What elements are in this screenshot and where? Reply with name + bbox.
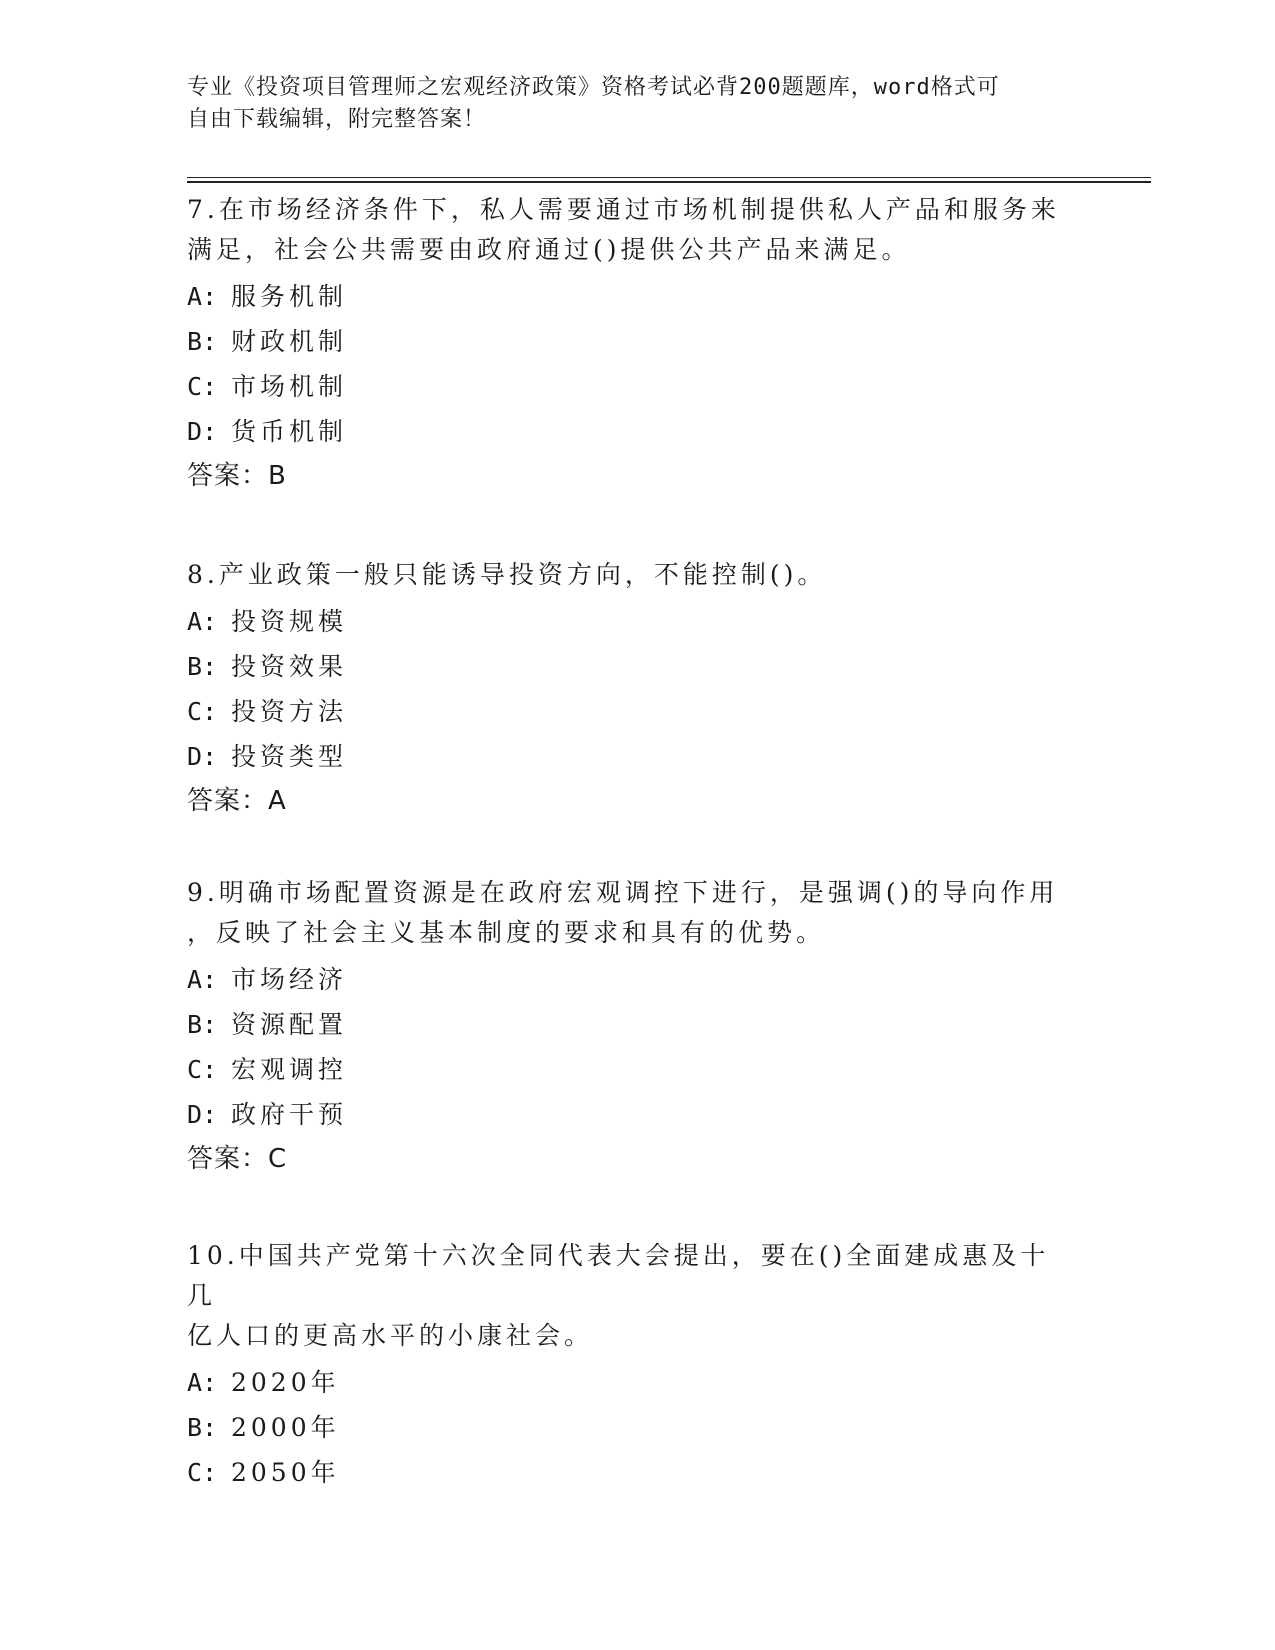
question-number: 8. xyxy=(187,560,219,589)
option-text: 投资类型 xyxy=(231,742,348,771)
option-a xyxy=(187,957,1067,1002)
option-key: D: xyxy=(187,1100,218,1129)
answer: 答案：C xyxy=(187,1144,288,1174)
option-text: 宏观调控 xyxy=(231,1055,348,1084)
question-10 xyxy=(187,1236,1067,1495)
question-9 xyxy=(187,873,1067,1182)
option-text: 市场经济 xyxy=(231,965,348,994)
option-text: 2020年 xyxy=(231,1368,340,1397)
question-line: ，反映了社会主义基本制度的要求和具有的优势。 xyxy=(187,918,826,947)
question-line: 10.中国共产党第十六次全同代表大会提出，要在()全面建成惠及十几 xyxy=(187,1241,1050,1310)
option-text: 投资方法 xyxy=(231,697,348,726)
option-key: C: xyxy=(187,372,218,401)
question-line: 满足，社会公共需要由政府通过()提供公共产品来满足。 xyxy=(187,235,911,264)
answer: 答案：B xyxy=(187,461,287,491)
option-a xyxy=(187,274,1067,319)
option-text: 资源配置 xyxy=(231,1010,348,1039)
option-c xyxy=(187,1047,1067,1092)
option-key: B: xyxy=(187,1010,218,1039)
question-line: 8.产业政策一般只能诱导投资方向，不能控制()。 xyxy=(187,560,827,589)
question-line: 9.明确市场配置资源是在政府宏观调控下进行，是强调()的导向作用 xyxy=(187,878,1059,907)
option-key: C: xyxy=(187,1055,218,1084)
option-key: A: xyxy=(187,965,218,994)
option-text: 2050年 xyxy=(231,1458,340,1487)
option-b xyxy=(187,644,1067,689)
option-d xyxy=(187,734,1067,779)
question-line: 亿人口的更高水平的小康社会。 xyxy=(187,1321,594,1350)
option-text: 政府干预 xyxy=(231,1100,348,1129)
question-text xyxy=(187,1236,1067,1356)
header-divider-thick xyxy=(187,181,1151,183)
option-text: 2000年 xyxy=(231,1413,340,1442)
header-divider-thin xyxy=(187,177,1151,178)
option-text: 服务机制 xyxy=(231,282,348,311)
option-b xyxy=(187,1405,1067,1450)
header-line-2: 自由下载编辑，附完整答案！ xyxy=(187,107,487,132)
option-a xyxy=(187,1360,1067,1405)
option-d xyxy=(187,409,1067,454)
header-line-1: 专业《投资项目管理师之宏观经济政策》资格考试必背200题题库，word格式可 xyxy=(187,75,1000,100)
option-d xyxy=(187,1092,1067,1137)
option-text: 财政机制 xyxy=(231,327,348,356)
document-header xyxy=(187,72,1067,136)
option-text: 投资规模 xyxy=(231,607,348,636)
option-key: A: xyxy=(187,282,218,311)
option-b xyxy=(187,319,1067,364)
question-text xyxy=(187,555,1067,595)
question-8 xyxy=(187,555,1067,824)
question-text xyxy=(187,190,1067,270)
option-b xyxy=(187,1002,1067,1047)
option-a xyxy=(187,599,1067,644)
option-key: C: xyxy=(187,697,218,726)
option-text: 市场机制 xyxy=(231,372,348,401)
question-text xyxy=(187,873,1067,953)
option-c xyxy=(187,364,1067,409)
question-7 xyxy=(187,190,1067,499)
option-key: C: xyxy=(187,1458,218,1487)
answer: 答案：A xyxy=(187,786,287,816)
question-line: 7.在市场经济条件下，私人需要通过市场机制提供私人产品和服务来 xyxy=(187,195,1060,224)
option-c xyxy=(187,1450,1067,1495)
option-text: 投资效果 xyxy=(231,652,348,681)
option-key: D: xyxy=(187,417,218,446)
option-key: A: xyxy=(187,607,218,636)
option-key: B: xyxy=(187,327,218,356)
option-key: A: xyxy=(187,1368,218,1397)
option-key: B: xyxy=(187,652,218,681)
option-text: 货币机制 xyxy=(231,417,348,446)
question-number: 10. xyxy=(187,1241,239,1270)
option-key: D: xyxy=(187,742,218,771)
question-number: 7. xyxy=(187,195,219,224)
option-c xyxy=(187,689,1067,734)
question-number: 9. xyxy=(187,878,219,907)
option-key: B: xyxy=(187,1413,218,1442)
